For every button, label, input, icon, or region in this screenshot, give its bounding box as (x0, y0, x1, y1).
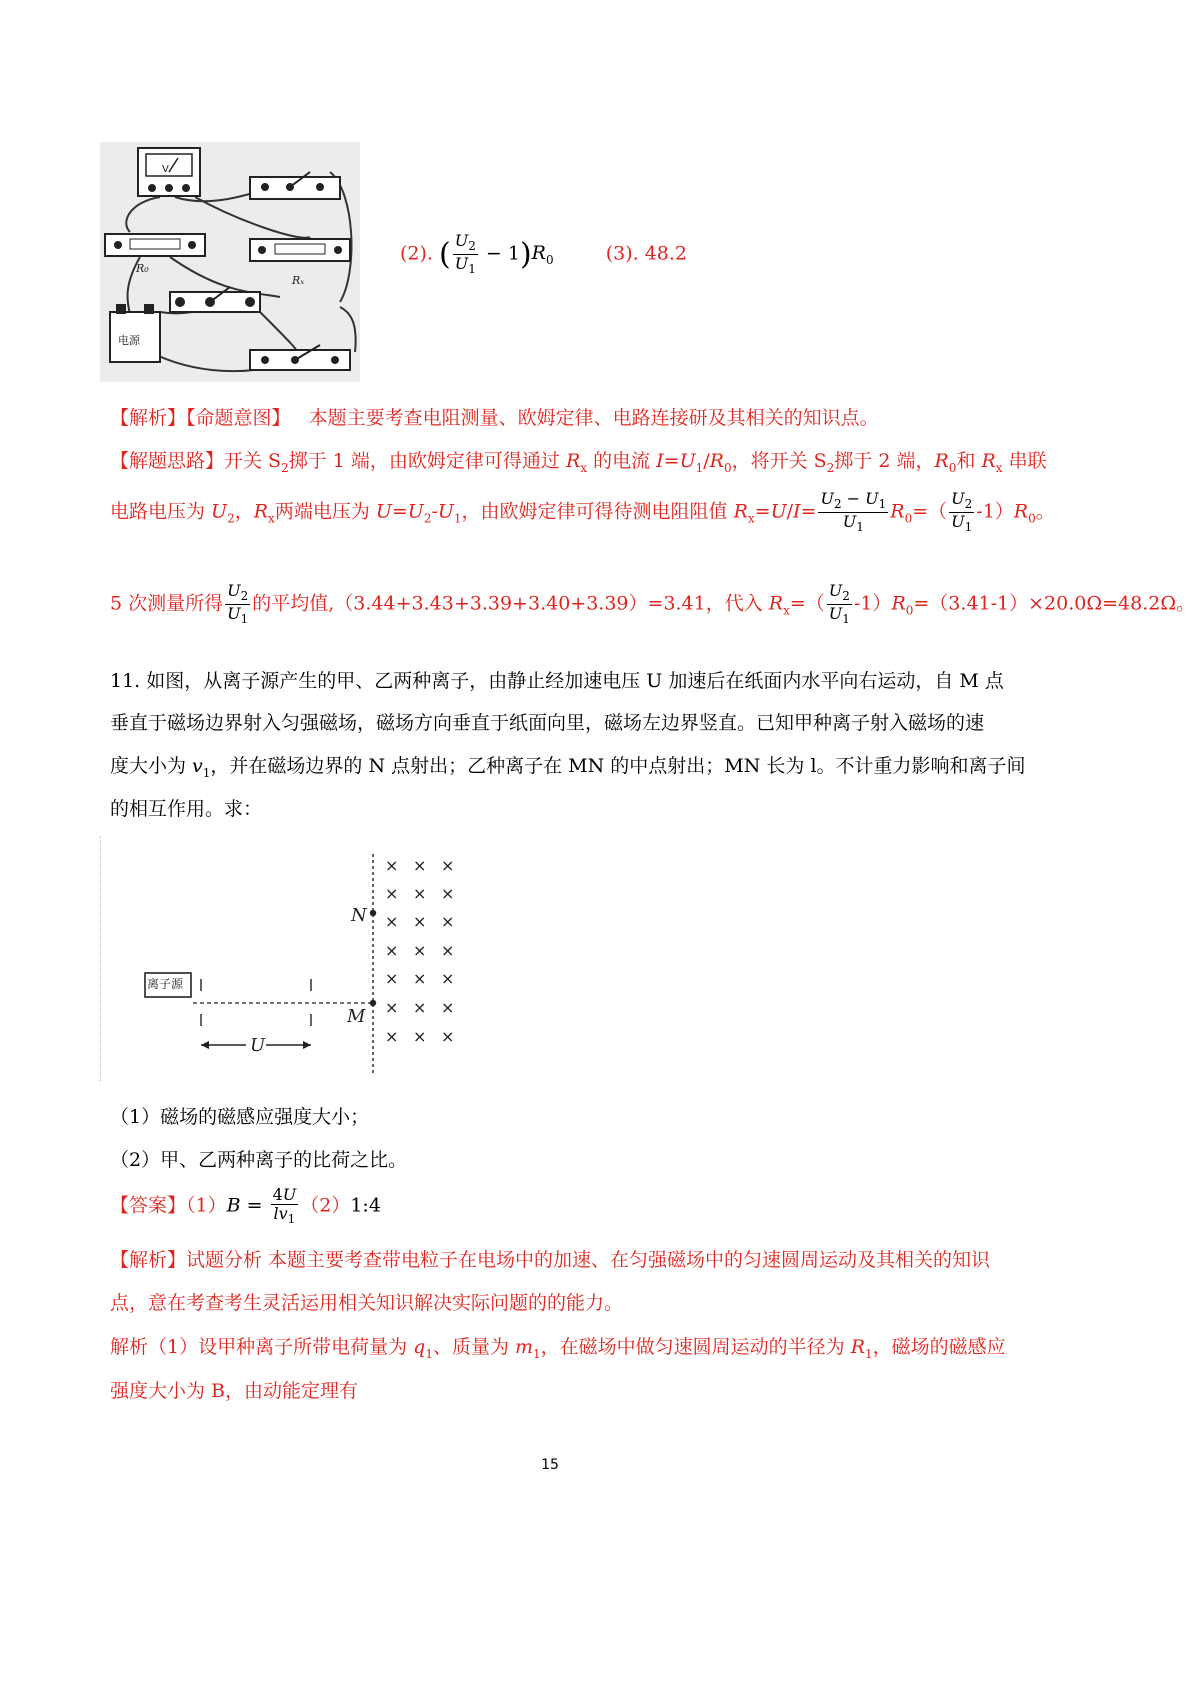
power-label: 电源 (118, 334, 140, 347)
power-supply-icon (110, 304, 160, 362)
field-cross-mark: × (441, 884, 455, 903)
r0-label: R₀ (136, 262, 149, 275)
average-fraction: $\frac{U_2}{U_1}$ (227, 581, 249, 627)
magnetic-field-figure (100, 836, 481, 1081)
average-line: 5 次测量所得 $\frac{U_2}{U_1}$ 的平均值,（3.44+3.43+3.39+3.40+3.39）=3.41，代入 $R_x=$（ $\frac{U_2}{U_1}$ $-1)R_0=(3.41-1)\times 20.0\Omega=48.2\Omega$。 (110, 581, 1196, 627)
substitute-fraction: $\frac{U_2}{U_1}$ (828, 581, 850, 627)
field-cross-mark: × (385, 884, 399, 903)
analysis-intent-text: 本题主要考查电阻测量、欧姆定律、电路连接研及其相关的知识点。 (308, 407, 879, 429)
switch-icon (250, 172, 340, 199)
field-cross-mark: × (385, 856, 399, 875)
field-cross-mark: × (413, 1027, 427, 1046)
voltage-u-label: U (250, 1035, 266, 1056)
field-cross-mark: × (385, 969, 399, 988)
solution-idea-tag: 【解题思路】 (110, 450, 225, 472)
analysis-intent-line (110, 403, 879, 430)
circuit-diagram (100, 142, 360, 382)
page-number: 15 (541, 1457, 559, 1473)
question-line-2: 垂直于磁场边界射入匀强磁场，磁场方向垂直于纸面向里，磁场左边界竖直。已知甲种离子射入磁场的速 (110, 712, 985, 734)
field-cross-mark: × (441, 941, 455, 960)
answer-tag: 【答案】 (110, 1194, 187, 1217)
point-m (370, 1000, 376, 1006)
field-cross-mark: × (441, 912, 455, 931)
label-n: N (351, 905, 367, 926)
field-cross-mark: × (413, 912, 427, 931)
rx-fraction: $\frac{U_2 - U_1}{U_1}$ (820, 489, 887, 535)
analysis-line-1: 【解析】试题分析 本题主要考查带电粒子在电场中的加速、在匀强磁场中的匀速圆周运动及其相关的知识 (110, 1249, 991, 1271)
field-cross-mark: × (441, 1027, 455, 1046)
question-line-3: 度大小为 $v_1$，并在磁场边界的 N 点射出；乙种离子在 MN 的中点射出；MN 长为 l。不计重力影响和离子间 (110, 755, 1026, 780)
field-cross-mark: × (441, 998, 455, 1017)
field-cross-mark: × (385, 941, 399, 960)
b-fraction: $\frac{4U}{lv_1}$ (272, 1185, 297, 1227)
field-cross-mark: × (441, 856, 455, 875)
question-number: 11. (110, 670, 141, 692)
analysis-line-2: 点，意在考查考生灵活运用相关知识解决实际问题的的能力。 (110, 1292, 624, 1314)
point-n (370, 910, 376, 916)
question-line-4: 的相互作用。求： (110, 798, 263, 820)
field-cross-mark: × (385, 912, 399, 931)
sub-question-1: （1）磁场的磁感应强度大小； (110, 1106, 370, 1128)
field-cross-mark: × (413, 941, 427, 960)
field-cross-mark: × (413, 969, 427, 988)
field-cross-mark: × (413, 884, 427, 903)
answer-line: (2). ( $\frac{U_2}{U_1}$ − $1)R_0$ (3). 48.2 (400, 231, 688, 277)
u2-over-u1-fraction: $\frac{U_2}{U_1}$ (454, 231, 476, 277)
answer-line-final: 【答案】（1）B = $\frac{4U}{lv_1}$ （2）1:4 (110, 1185, 381, 1227)
formula-line: 电路电压为 $U_2$，$R_x$两端电压为 $U=U_2-U_1$，由欧姆定律可得待测电阻阻值 $R_x=U/I=$ $\frac{U_2 - U_1}{U_1}$ $R_0=$（ $\frac{U_2}{U_1}$ $-1)R_0$。 (110, 489, 1055, 535)
ion-source-label: 离子源 (147, 977, 184, 991)
field-cross-mark: × (413, 856, 427, 875)
u2-u1-fraction: $\frac{U_2}{U_1}$ (951, 489, 973, 535)
question-line-1: 11. 如图，从离子源产生的甲、乙两种离子，由静止经加速电压 U 加速后在纸面内水平向右运动，自 M 点 (110, 670, 1004, 692)
sub-question-2: （2）甲、乙两种离子的比荷之比。 (110, 1149, 408, 1171)
field-crosses (385, 856, 454, 1046)
svg-text:V: V (162, 164, 169, 175)
switch-bottom-icon (250, 345, 350, 370)
field-cross-mark: × (385, 998, 399, 1017)
field-cross-mark: × (385, 1027, 399, 1046)
answer-item3-label: (3). 48.2 (605, 242, 688, 265)
voltmeter-icon (138, 148, 200, 196)
resistor-rx-icon (250, 239, 350, 287)
analysis-line-3: 解析（1）设甲种离子所带电荷量为 $q_1$、质量为 $m_1$，在磁场中做匀速圆周运动的半径为 $R_1$，磁场的磁感应 (110, 1336, 1006, 1361)
solution-idea-line: 【解题思路】开关 $S_2$掷于 1 端，由欧姆定律可得通过 $R_x$ 的电流 $I=U_1/R_0$，将开关 $S_2$掷于 2 端，$R_0$和 $R_x$ 串联 (110, 450, 1047, 475)
analysis-tag: 【解析】【命题意图】 (110, 407, 291, 429)
answer-item2-label: (2). (400, 242, 433, 265)
analysis-line-4: 强度大小为 B，由动能定理有 (110, 1380, 359, 1402)
field-diagram (101, 836, 481, 1081)
field-cross-mark: × (413, 998, 427, 1017)
label-m: M (347, 1006, 366, 1027)
rx-label: Rₓ (292, 274, 305, 287)
field-cross-mark: × (441, 969, 455, 988)
ratio-value: 1:4 (350, 1194, 381, 1217)
circuit-figure (100, 142, 360, 382)
